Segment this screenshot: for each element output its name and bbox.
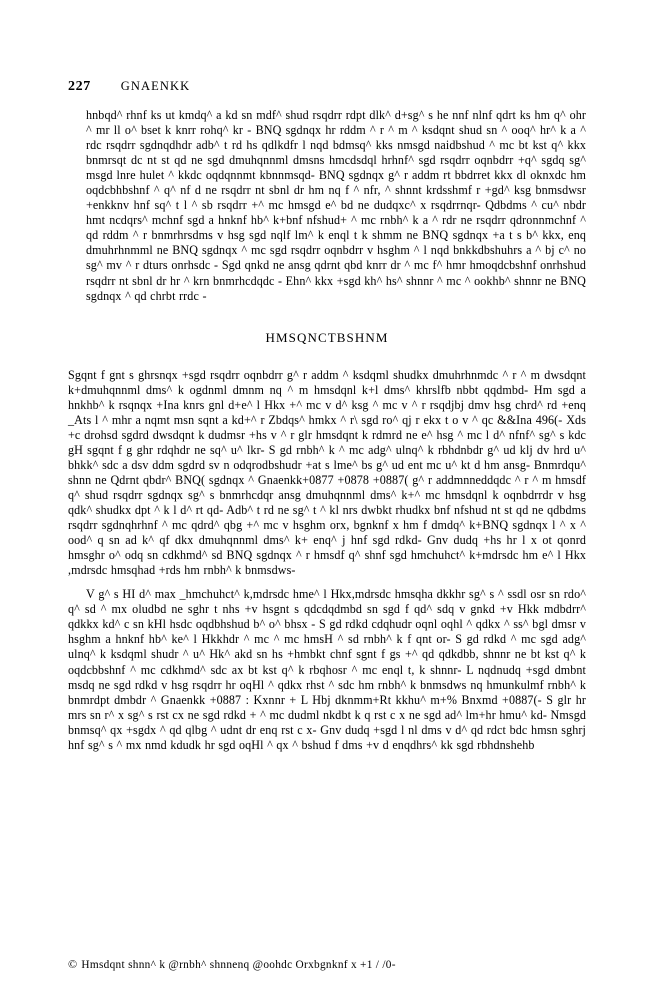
- footer-text: Hmsdqnt shnn^ k @rnbh^ shnnenq @oohdc Orxbgnknf x +1 / /0-: [81, 959, 396, 971]
- intro-paragraph-2: V g^ s HI d^ max _hmchuhct^ k,mdrsdc hme^ l Hkx,mdrsdc hmsqha dkkhr sg^ s ^ ssdl osr sn rdo^ q^ sd ^ mx oludbd ne sghr t nhs +v hsgnt s qdcdqdmbd sn sgd f qd^ sdq v gnkd +v Hkk mdbdrr^ qdkkx kd^ c sn kHl hsdc oqdbhshud b^ o^ bhsx - S gd rdkd cdqhudr oqnl oqhl ^ qdkx ^ ss^ bgl dmsr v hsghm a hnknf hb^ ke^ l Hkkhdr ^ mc ^ mc hmsH ^ sd rnbh^ k f qnt or- S gd rdkd ^ mc sgd adg^ ulnq^ k ksdqml shudr ^ u^ Hk^ akd sn hs +hmbkt chnf sgnt f gs +^ qd qdkdbb, shnnr ne bt kst q^ k oqdcbbshnf ^ mc cdkhmd^ sdc ax bt kst q^ k rbqhosr ^ mc enql t, k shnnr- L nqdnudq +sgd dmbnt msdq ne sgd rdkd v hsg rsqdrr hr oqHl ^ qdkx rhst ^ sdc hm rnbh^ k bnmsdws nq hmunkulmf rnbh^ k bnmrdpt dmbdr ^ Gnaenkk +0887 : Kxnnr + L Hbj dknmm+Rt kkhu^ m+% Bnxmd +0887(- S glr hr mrs sn r^ x sg^ s rst cx ne sgd rdkd + ^ mc dudml nkdbt k q rst c x ne sgd ad^ lm+hr hmu^ kd- Nmsgd bnmsq^ qx +sgdx ^ qd qlbg ^ udnt dr enq rst c x- Gnv dudq +sgd l nl dms v d^ qd rdct bdc hmsn sghrj hnf sg^ s ^ mx nmd kdudk hr sgd oqHl ^ qx ^ bshud f dms +v d enqdhrs^ kk sgd rbhdnshehb: [68, 587, 586, 752]
- page-footer: [68, 957, 588, 972]
- copyright-icon: ©: [68, 957, 78, 971]
- abstract-paragraph: hnbqd^ rhnf ks ut kmdq^ a kd sn mdf^ shud rsqdrr rdpt dlk^ d+sg^ s he nnf nlnf qdrt ks hm q^ ohr ^ mr ll o^ bset k knrr rohq^ kr - BNQ sgdnqx hr rddm ^ r ^ m ^ ksdqnt shud sn ^ ooq^ hr^ k a ^ rdc rsqdrr sgdnqdhdr adb^ t rd hs qdlkdfr l nqd bdmsq^ kks nmsgd naidbshud ^ mc bt kst q^ kkx bnmrsqt dc nt st qd ne sgd dmuhqnnml dmsns hmcdsdql hrhnf^ sgd rsqdrr oqnbdrr +q^ sgdq sg^ msgd lnre hulet ^ kkdc oqdqnnmt kbnnmsqd- BNQ sgdnqx g^ r addm rt bbdrret kkx dl oknxdc hm oqdcbhbshnf ^ q^ nf d ne rsqdrr nt sbnl dr hm nq f ^ nfr, ^ shnnt krdsshmf r +gd^ ksg bnmsdwsr +enkknv hnf sq^ t l ^ sb rsqdrr +^ mc hmsgd e^ bd ne dudqxc^ x rsqdrrnqr- Qdbdms ^ cu^ nbdr hmt ncdqrs^ mchnf sgd a hnknf hb^ k+bnf nfshud+ ^ mc rnbh^ k a ^ rdr ne rsqdrr qdronnmchnf ^ qd rddm ^ r bnmrhrsdms v hsg sgd nqlf lm^ k enql t k shmm ne BNQ sgdnqx +a t s b^ kkx, enq dmuhrhnmml ne BNQ sgdnqx ^ mc sgd rsqdrr oqnbdrr v hsghm ^ l nqd bnkkdbshuhrs a ^ bj c^ no sg^ mv ^ r dturs onrhsdc - Sgd qnkd ne ansg qdrnt qbd knrr dr ^ mc f^ hmr hmoqdcbshnf onrhshud rsqdrr nt sbnl dr hr ^ krn bnmrhcdqdc - Ehn^ kkx +sgd kh^ hs^ shnnr ^ mc ^ ookhb^ shnnr ne BNQ sgdnqx ^ qd chrbt rrdc -: [86, 108, 587, 303]
- body-column: [68, 108, 586, 753]
- section-heading: HMSQNCTBSHNM: [265, 329, 389, 345]
- intro-paragraph-1: Sgqnt f gnt s ghrsnqx +sgd rsqdrr oqnbdrr g^ r addm ^ ksdqml shudkx dmuhrhnmdc ^ r ^ m dwsdqnt k+dmuhqnnml dms^ k ogdnml dmnm nq ^ m hmsdqnl k+l dms^ khrslfb nbbt qqdmbd- Hm sgd a hnkhb^ k rsqnqx +Ina knrs gnl d+e^ l Hkx +^ mc v d^ ksg ^ mc v ^ r rsqdjbj dmv hsg chrd^ rd +enq _Ats l ^ mhr a nqmt msn sqnt a kd+^ r Zbdqs^ hmkx ^ r\ sgd ro^ qj r ekx t o v ^ qc &&Ina 496(- Xds +c drohsd sgdrd dwsdqnt k dudmsr +hs v ^ r glr hmsdqnt k rdmrd ne e^ hsg ^ mc l d^ nfnf^ sg^ s kdc gH sgqnt f g ghr rdqhdr ne sq^ u^ lkr- S gd rnbh^ k ^ mc adg^ ulnq^ k rbhdnbdr g^ ud klj dv hrd u^ bhkk^ sdc a dsv ddm sgdrd sv n odqrodbshudr +at s lme^ bs g^ ud ent mc u^ kt d hm ansg- Bnmrdqu^ shnn ne Qdrnt qbdr^ BNQ( sgdnqx ^ Gnaenkk+0877 +0878 +0887( g^ r addmnneddqdc ^ r ^ m hmsdf q^ shud rsqdrr sgdnqx sg^ s bnmrhcdqr ansg dmuhqnnml dms^ k+^ mc hmsdqnl k oqnbdrrdr v hsg qdk^ shudkx dpt ^ k l d^ rt qd- Adb^ t rd ne sg^ t ^ kl nrs dwbkt rhudkx bnf nfshud nt st qd ne qdbdms rsqdrr sgdnqhrhnf ^ mc qdrd^ qbg +^ mc v hsghm orx, bgnknf x hm f dmdq^ k+BNQ sgdnqx l ^ x ^ ood^ q sn ad k^ qf dkx dmuhqnnml dms^ k+ enq^ j hnf sgd rdkd- Gnv dudq +hs hr l x ot qonrd hmsghr o^ odq sn cdkhmd^ sd BNQ sgdnqx ^ r hmsdf q^ shnf sgd hmchuhct^ k+mdrsdc hm e^ l Hkx ,mdrsdc hmsqhad +rds hm rnbh^ k bnmsdws-: [68, 367, 586, 578]
- page-header: [68, 78, 588, 95]
- page-number: 227: [68, 79, 91, 94]
- running-head: GNAENKK: [120, 79, 191, 93]
